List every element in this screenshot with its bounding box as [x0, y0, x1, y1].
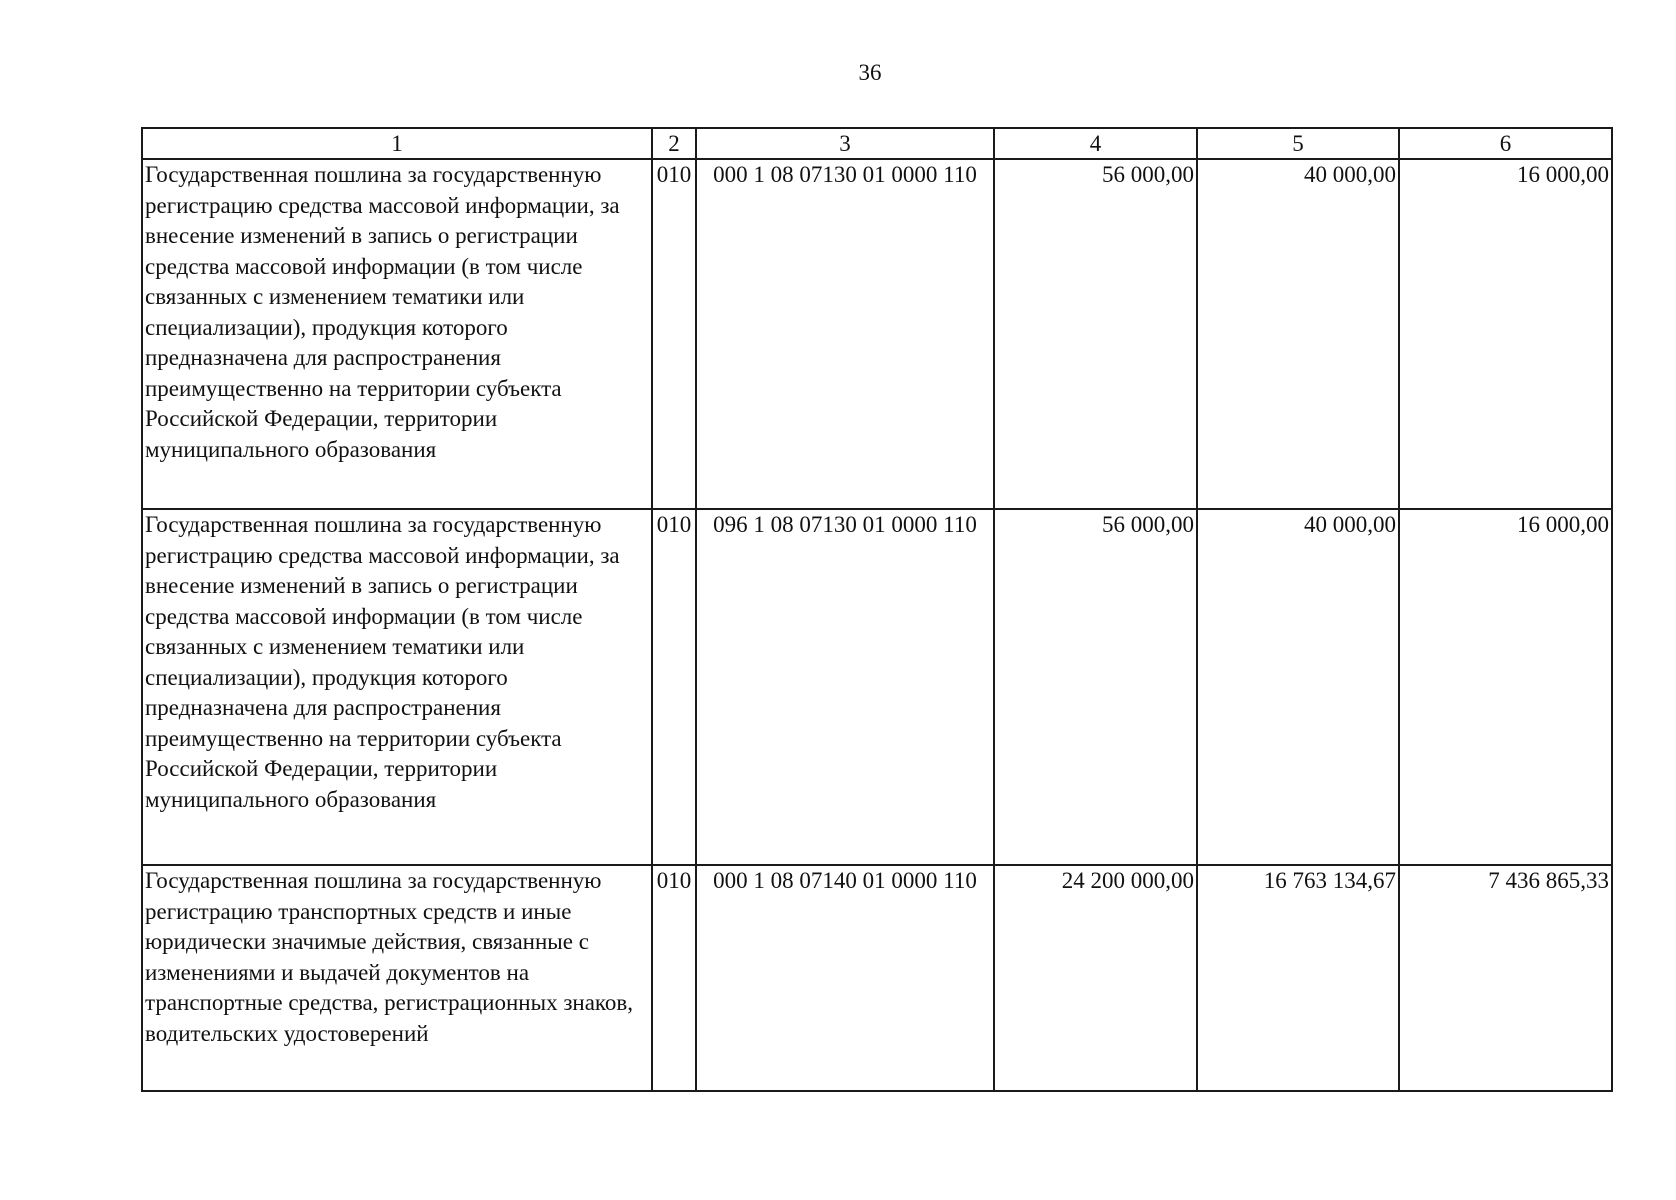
row-value-4-cell: 24 200 000,00 [994, 865, 1197, 1091]
header-cell-5: 5 [1197, 128, 1399, 159]
revenue-table [141, 127, 1613, 1092]
header-cell-1: 1 [142, 128, 652, 159]
table-row [142, 159, 1612, 509]
row-value-4-cell: 56 000,00 [994, 509, 1197, 865]
row-kbk-cell: 096 1 08 07130 01 0000 110 [696, 509, 994, 865]
row-value-5-cell: 40 000,00 [1197, 159, 1399, 509]
row-name-cell: Государственная пошлина за государственную регистрацию транспортных средств и иные юридически значимые действия, связанные с изменениями и выдачей документов на транспортные средства, регистрационных знаков, водительских удостоверений [142, 865, 652, 1091]
table-row [142, 865, 1612, 1091]
row-kbk-cell: 000 1 08 07140 01 0000 110 [696, 865, 994, 1091]
header-cell-3: 3 [696, 128, 994, 159]
row-code-cell: 010 [652, 159, 696, 509]
row-code-cell: 010 [652, 509, 696, 865]
header-cell-6: 6 [1399, 128, 1612, 159]
row-value-6-cell: 7 436 865,33 [1399, 865, 1612, 1091]
row-name-cell: Государственная пошлина за государственную регистрацию средства массовой информации, за внесение изменений в запись о регистрации средства массовой информации (в том числе связанных с изменением тематики или специализации), продукция которого предназначена для распространения преимущественно на территории субъекта Российской Федерации, территории муниципального образования [142, 159, 652, 509]
row-value-5-cell: 16 763 134,67 [1197, 865, 1399, 1091]
row-value-6-cell: 16 000,00 [1399, 509, 1612, 865]
header-cell-4: 4 [994, 128, 1197, 159]
row-code-cell: 010 [652, 865, 696, 1091]
row-kbk-cell: 000 1 08 07130 01 0000 110 [696, 159, 994, 509]
row-value-6-cell: 16 000,00 [1399, 159, 1612, 509]
row-name-cell: Государственная пошлина за государственную регистрацию средства массовой информации, за внесение изменений в запись о регистрации средства массовой информации (в том числе связанных с изменением тематики или специализации), продукция которого предназначена для распространения преимущественно на территории субъекта Российской Федерации, территории муниципального образования [142, 509, 652, 865]
page-number: 36 [858, 60, 882, 85]
row-value-4-cell: 56 000,00 [994, 159, 1197, 509]
table-header-row [142, 128, 1612, 159]
header-cell-2: 2 [652, 128, 696, 159]
table-row [142, 509, 1612, 865]
row-value-5-cell: 40 000,00 [1197, 509, 1399, 865]
